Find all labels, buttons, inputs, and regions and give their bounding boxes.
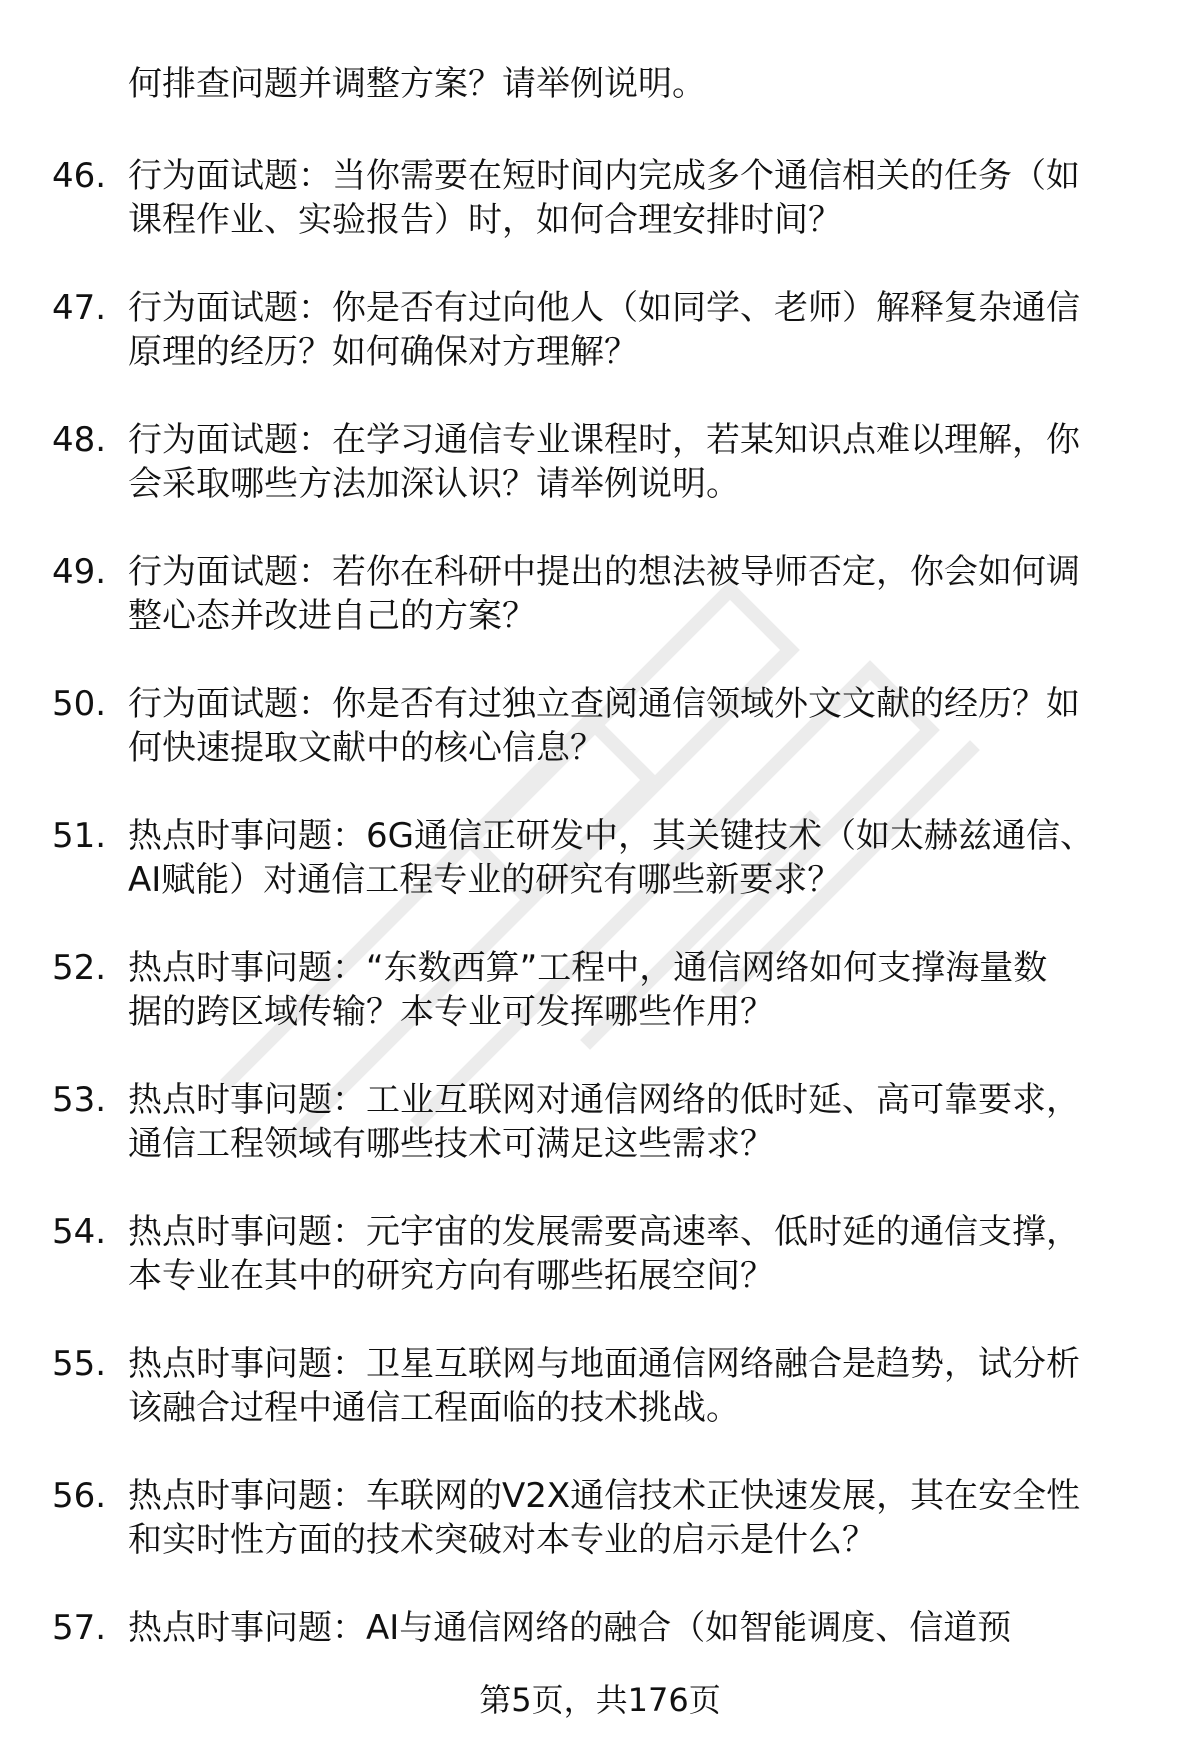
question-number: 52. (52, 948, 107, 988)
question-number: 48. (52, 420, 107, 460)
question-text-line-1: 热点时事问题：AI与通信网络的融合（如智能调度、信道预 (128, 1608, 1012, 1648)
question-text-line-2: 整心态并改进自己的方案？ (128, 596, 536, 636)
question-text-line-1: 行为面试题：在学习通信专业课程时，若某知识点难以理解，你 (128, 420, 1080, 460)
question-number: 57. (52, 1608, 107, 1648)
question-item-51 (0, 812, 1200, 944)
question-text-line-2: 原理的经历？如何确保对方理解？ (128, 332, 638, 372)
question-number: 53. (52, 1080, 107, 1120)
question-text-line-2: 通信工程领域有哪些技术可满足这些需求？ (128, 1124, 774, 1164)
question-text-line-1: 行为面试题：你是否有过独立查阅通信领域外文文献的经历？如 (128, 684, 1080, 724)
continuation-text: 何排查问题并调整方案？请举例说明。 (128, 64, 706, 104)
question-text-line-1: 热点时事问题：卫星互联网与地面通信网络融合是趋势，试分析 (128, 1344, 1080, 1384)
question-number: 46. (52, 156, 107, 196)
question-item-52 (0, 944, 1200, 1076)
question-item-55 (0, 1340, 1200, 1472)
question-text-line-2: 该融合过程中通信工程面临的技术挑战。 (128, 1388, 740, 1428)
question-text-line-1: 行为面试题：你是否有过向他人（如同学、老师）解释复杂通信 (128, 288, 1080, 328)
question-text-line-2: 会采取哪些方法加深认识？请举例说明。 (128, 464, 740, 504)
question-text-line-1: 热点时事问题：车联网的V2X通信技术正快速发展，其在安全性 (128, 1476, 1081, 1516)
question-text-line-2: 课程作业、实验报告）时，如何合理安排时间？ (128, 200, 842, 240)
question-text-line-1: 热点时事问题：“东数西算”工程中，通信网络如何支撑海量数 (128, 948, 1048, 988)
question-text-line-2: 据的跨区域传输？本专业可发挥哪些作用？ (128, 992, 774, 1032)
question-number: 56. (52, 1476, 107, 1516)
question-number: 51. (52, 816, 107, 856)
question-text-line-1: 热点时事问题：工业互联网对通信网络的低时延、高可靠要求， (128, 1080, 1080, 1120)
question-item-47 (0, 284, 1200, 416)
question-list (0, 152, 1200, 1736)
question-number: 49. (52, 552, 107, 592)
page-footer: 第5页，共176页 (479, 1681, 721, 1719)
question-text-line-2: 本专业在其中的研究方向有哪些拓展空间？ (128, 1256, 774, 1296)
question-item-50 (0, 680, 1200, 812)
question-number: 55. (52, 1344, 107, 1384)
question-number: 50. (52, 684, 107, 724)
question-text-line-1: 热点时事问题：6G通信正研发中，其关键技术（如太赫兹通信、 (128, 816, 1094, 856)
question-number: 47. (52, 288, 107, 328)
question-text-line-1: 热点时事问题：元宇宙的发展需要高速率、低时延的通信支撑， (128, 1212, 1080, 1252)
question-item-46 (0, 152, 1200, 284)
question-number: 54. (52, 1212, 107, 1252)
question-item-49 (0, 548, 1200, 680)
question-text-line-2: 何快速提取文献中的核心信息？ (128, 728, 604, 768)
question-item-54 (0, 1208, 1200, 1340)
question-item-53 (0, 1076, 1200, 1208)
question-text-line-2: AI赋能）对通信工程专业的研究有哪些新要求？ (128, 860, 842, 900)
question-text-line-1: 行为面试题：当你需要在短时间内完成多个通信相关的任务（如 (128, 156, 1080, 196)
question-item-56 (0, 1472, 1200, 1604)
question-item-48 (0, 416, 1200, 548)
question-text-line-1: 行为面试题：若你在科研中提出的想法被导师否定，你会如何调 (128, 552, 1080, 592)
question-text-line-2: 和实时性方面的技术突破对本专业的启示是什么？ (128, 1520, 876, 1560)
